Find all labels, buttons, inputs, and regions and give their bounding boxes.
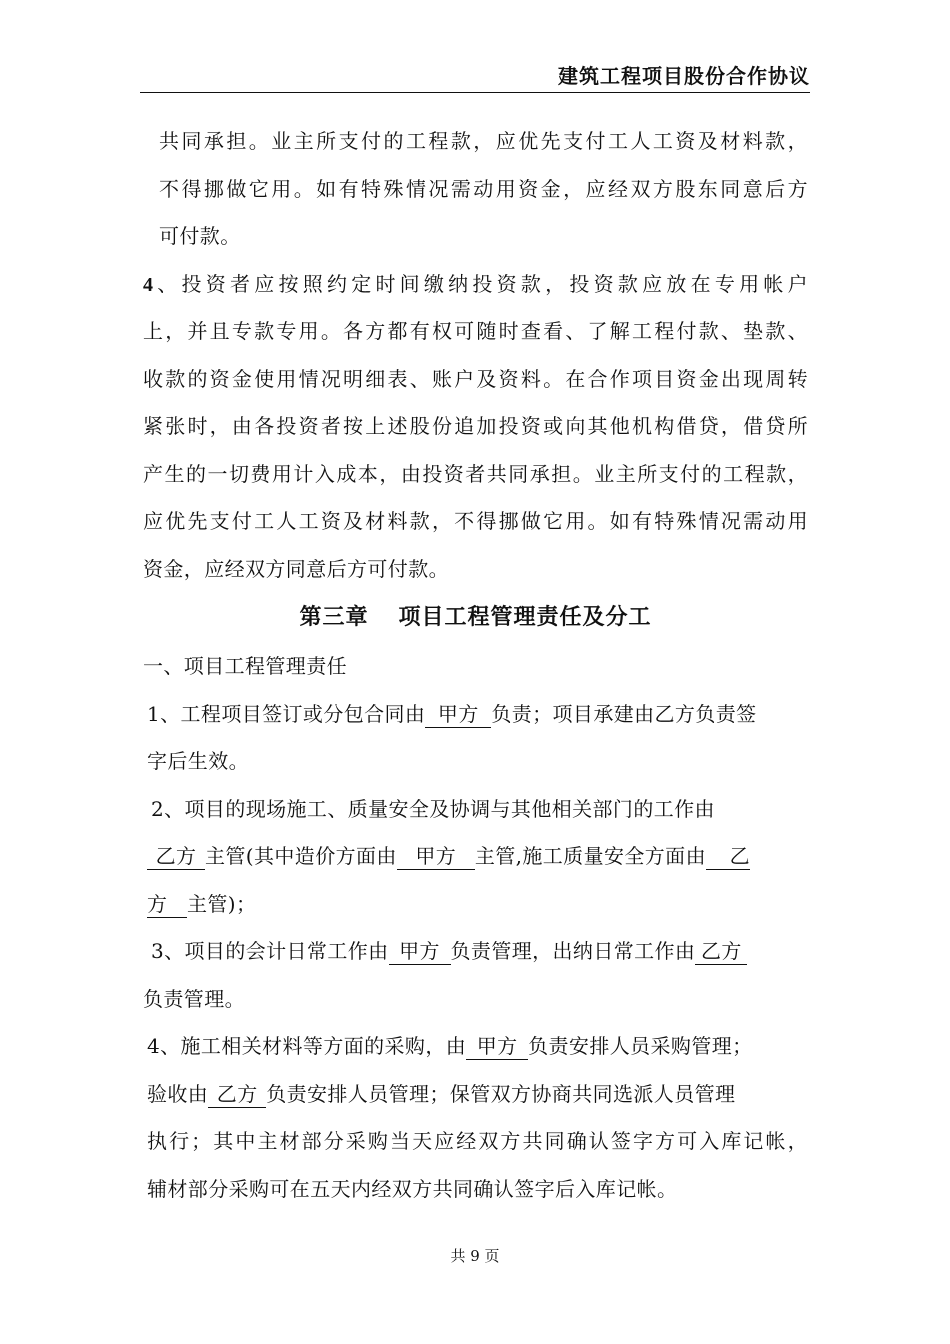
clause-text: 1、工程项目签订或分包合同由 [147, 701, 426, 726]
paragraph-line: 应优先支付工人工资及材料款，不得挪做它用。如有特殊情况需动用 [143, 509, 808, 533]
filled-blank: 甲方 [425, 701, 491, 728]
clause-text: 4、施工相关材料等方面的采购，由 [147, 1034, 467, 1058]
paragraph-line: 不得挪做它用。如有特殊情况需动用资金，应经双方股东同意后方 [159, 176, 808, 201]
clause-text: 主管(其中造价方面由 [205, 844, 397, 868]
paragraph-line: 共同承担。业主所支付的工程款，应优先支付工人工资及材料款， [159, 129, 808, 153]
clause-line [143, 1071, 808, 1119]
filled-blank: 方 [147, 891, 187, 918]
clause-line [143, 1023, 808, 1071]
section-heading: 一、项目工程管理责任 [143, 654, 347, 678]
paragraph-line: 可付款。 [159, 224, 241, 248]
clause-text: 负责安排人员管理；保管双方协商共同选派人员管理 [266, 1081, 736, 1106]
clause-line [143, 928, 808, 976]
filled-blank: 甲方 [389, 938, 451, 965]
clause-text: 负责；项目承建由乙方负责签 [491, 701, 757, 726]
clause-line: 字后生效。 [147, 749, 249, 773]
chapter-heading [143, 593, 808, 643]
clause-line: 2、项目的现场施工、质量安全及协调与其他相关部门的工作由 [151, 796, 715, 821]
clause-text: 验收由 [147, 1081, 209, 1106]
clause-line: 负责管理。 [143, 986, 245, 1011]
paragraph-line [143, 261, 808, 309]
paragraph-line: 资金，应经双方同意后方可付款。 [143, 556, 449, 581]
paragraph-line: 上，并且专款专用。各方都有权可随时查看、了解工程付款、垫款、 [143, 319, 808, 343]
clause-line: 辅材部分采购可在五天内经双方共同确认签字后入库记帐。 [147, 1176, 678, 1201]
clause-number: 4 [143, 273, 154, 296]
clause-text: 主管,施工质量安全方面由 [474, 844, 706, 868]
clause-text: 负责管理，出纳日常工作由 [450, 939, 696, 963]
filled-blank: 甲方 [466, 1033, 528, 1060]
paragraph-line: 收款的资金使用情况明细表、账户及资料。在合作项目资金出现周转 [143, 366, 808, 391]
clause-line [143, 833, 808, 881]
clause-line [143, 881, 808, 929]
clause-line: 执行；其中主材部分采购当天应经双方共同确认签字方可入库记帐， [147, 1129, 808, 1153]
filled-blank: 甲方 [397, 843, 475, 870]
clause-text: 3、项目的会计日常工作由 [151, 939, 389, 963]
chapter-title: 项目工程管理责任及分工 [398, 605, 652, 630]
document-body [143, 118, 808, 1213]
page-header-title: 建筑工程项目股份合作协议 [558, 64, 810, 88]
filled-blank: 乙 [706, 843, 750, 870]
filled-blank: 乙方 [208, 1081, 266, 1108]
clause-line [143, 691, 808, 739]
clause-text: 负责安排人员采购管理； [528, 1034, 753, 1058]
paragraph-line: 产生的一切费用计入成本，由投资者共同承担。业主所支付的工程款， [143, 461, 808, 486]
clause-text: 主管)； [187, 891, 257, 916]
page-footer-count: 共 9 页 [450, 1247, 500, 1265]
header-divider [140, 92, 810, 93]
chapter-label: 第三章 [299, 605, 369, 630]
filled-blank: 乙方 [695, 938, 747, 965]
paragraph-line: 紧张时，由各投资者按上述股份追加投资或向其他机构借贷，借贷所 [143, 414, 808, 438]
filled-blank: 乙方 [147, 843, 205, 870]
paragraph-text: 、投资者应按照约定时间缴纳投资款，投资款应放在专用帐户 [153, 271, 808, 296]
